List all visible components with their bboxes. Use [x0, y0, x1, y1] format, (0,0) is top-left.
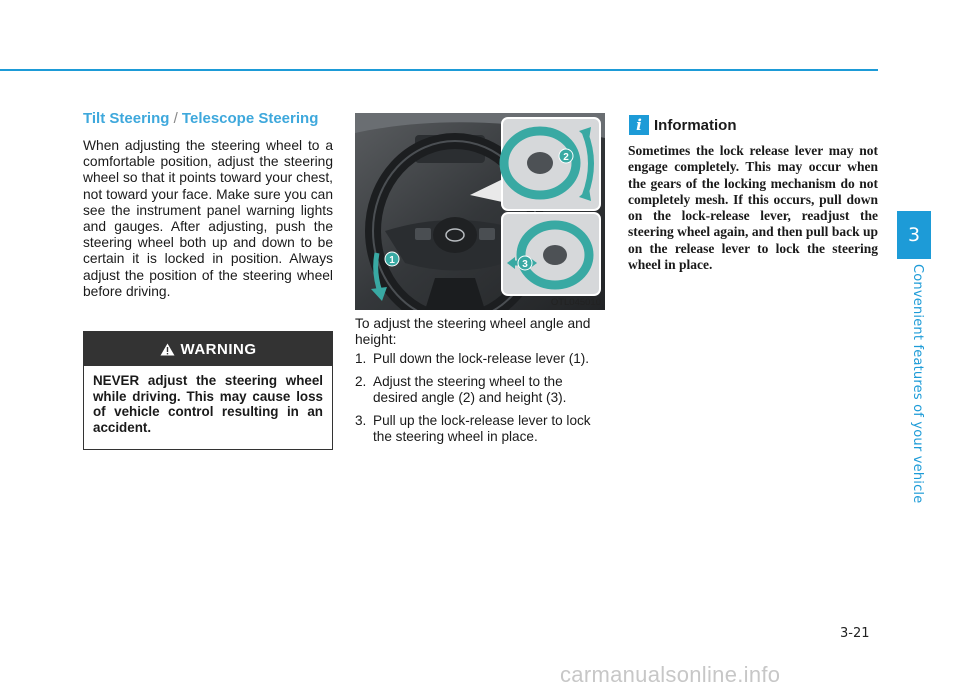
step-text: Pull down the lock-release lever (1).: [373, 351, 590, 366]
step-number: 3.: [355, 412, 367, 428]
page-number: 3-21: [840, 626, 870, 641]
warning-heading: WARNING: [180, 340, 257, 358]
info-icon: i: [629, 115, 649, 135]
section-title-part2: Telescope Steering: [181, 110, 319, 127]
list-item: [355, 374, 607, 407]
steering-wheel-illustration: [355, 113, 605, 310]
step-text: Pull up the lock-release lever to lock the steering wheel in place.: [373, 412, 591, 444]
callout-1: [385, 252, 399, 266]
info-title: Information: [654, 117, 737, 134]
chapter-tab: 3: [897, 211, 931, 259]
steering-wheel-figure: [355, 113, 605, 310]
list-item: [355, 351, 607, 368]
svg-text:3: 3: [522, 259, 528, 270]
steps-list: [355, 351, 607, 452]
step-number: 2.: [355, 373, 367, 389]
step-number: 1.: [355, 351, 367, 366]
steps-intro: To adjust the steering wheel angle and height:: [355, 316, 591, 347]
section-title: [83, 110, 335, 127]
header-rule: [0, 69, 878, 71]
section-title-part1: Tilt Steering: [83, 110, 170, 127]
callout-2: [559, 149, 573, 163]
info-text: Sometimes the lock release lever may not engage completely. This may occur when the gears of the locking mechanism do not completely mesh. If this occurs, pull down on the lock-release lever, readjust the steering wheel again, and then pull back up on the release lever to lock the steering wheel in place.: [628, 143, 878, 273]
section-title-separator: /: [173, 110, 178, 127]
section-body: When adjusting the steering wheel to a comfortable position, adjust the steering wheel so that it points toward your chest, not toward your face. Make sure you can see the instrument panel warning lights and gauges. After adjusting, push the steering wheel both up and down to be certain it is locked in position. Always adjust the position of the steering wheel before driving.: [83, 138, 333, 299]
watermark: carmanualsonline.info: [560, 662, 781, 687]
chapter-side-title: [903, 264, 925, 504]
figure-caption: OTL045010: [550, 297, 601, 308]
warning-text: NEVER adjust the steering wheel while driving. This may cause loss of vehicle control resulting in an accident.: [93, 373, 323, 435]
warning-triangle-icon: [160, 343, 175, 356]
warning-box: [83, 331, 333, 450]
list-item: [355, 413, 607, 446]
svg-text:2: 2: [563, 152, 569, 163]
svg-text:1: 1: [389, 255, 395, 266]
warning-header: [84, 332, 332, 366]
step-text: Adjust the steering wheel to the desired angle (2) and height (3).: [373, 373, 567, 405]
chapter-title-text: Convenient features of your vehicle: [910, 264, 925, 504]
callout-3: [518, 256, 532, 270]
